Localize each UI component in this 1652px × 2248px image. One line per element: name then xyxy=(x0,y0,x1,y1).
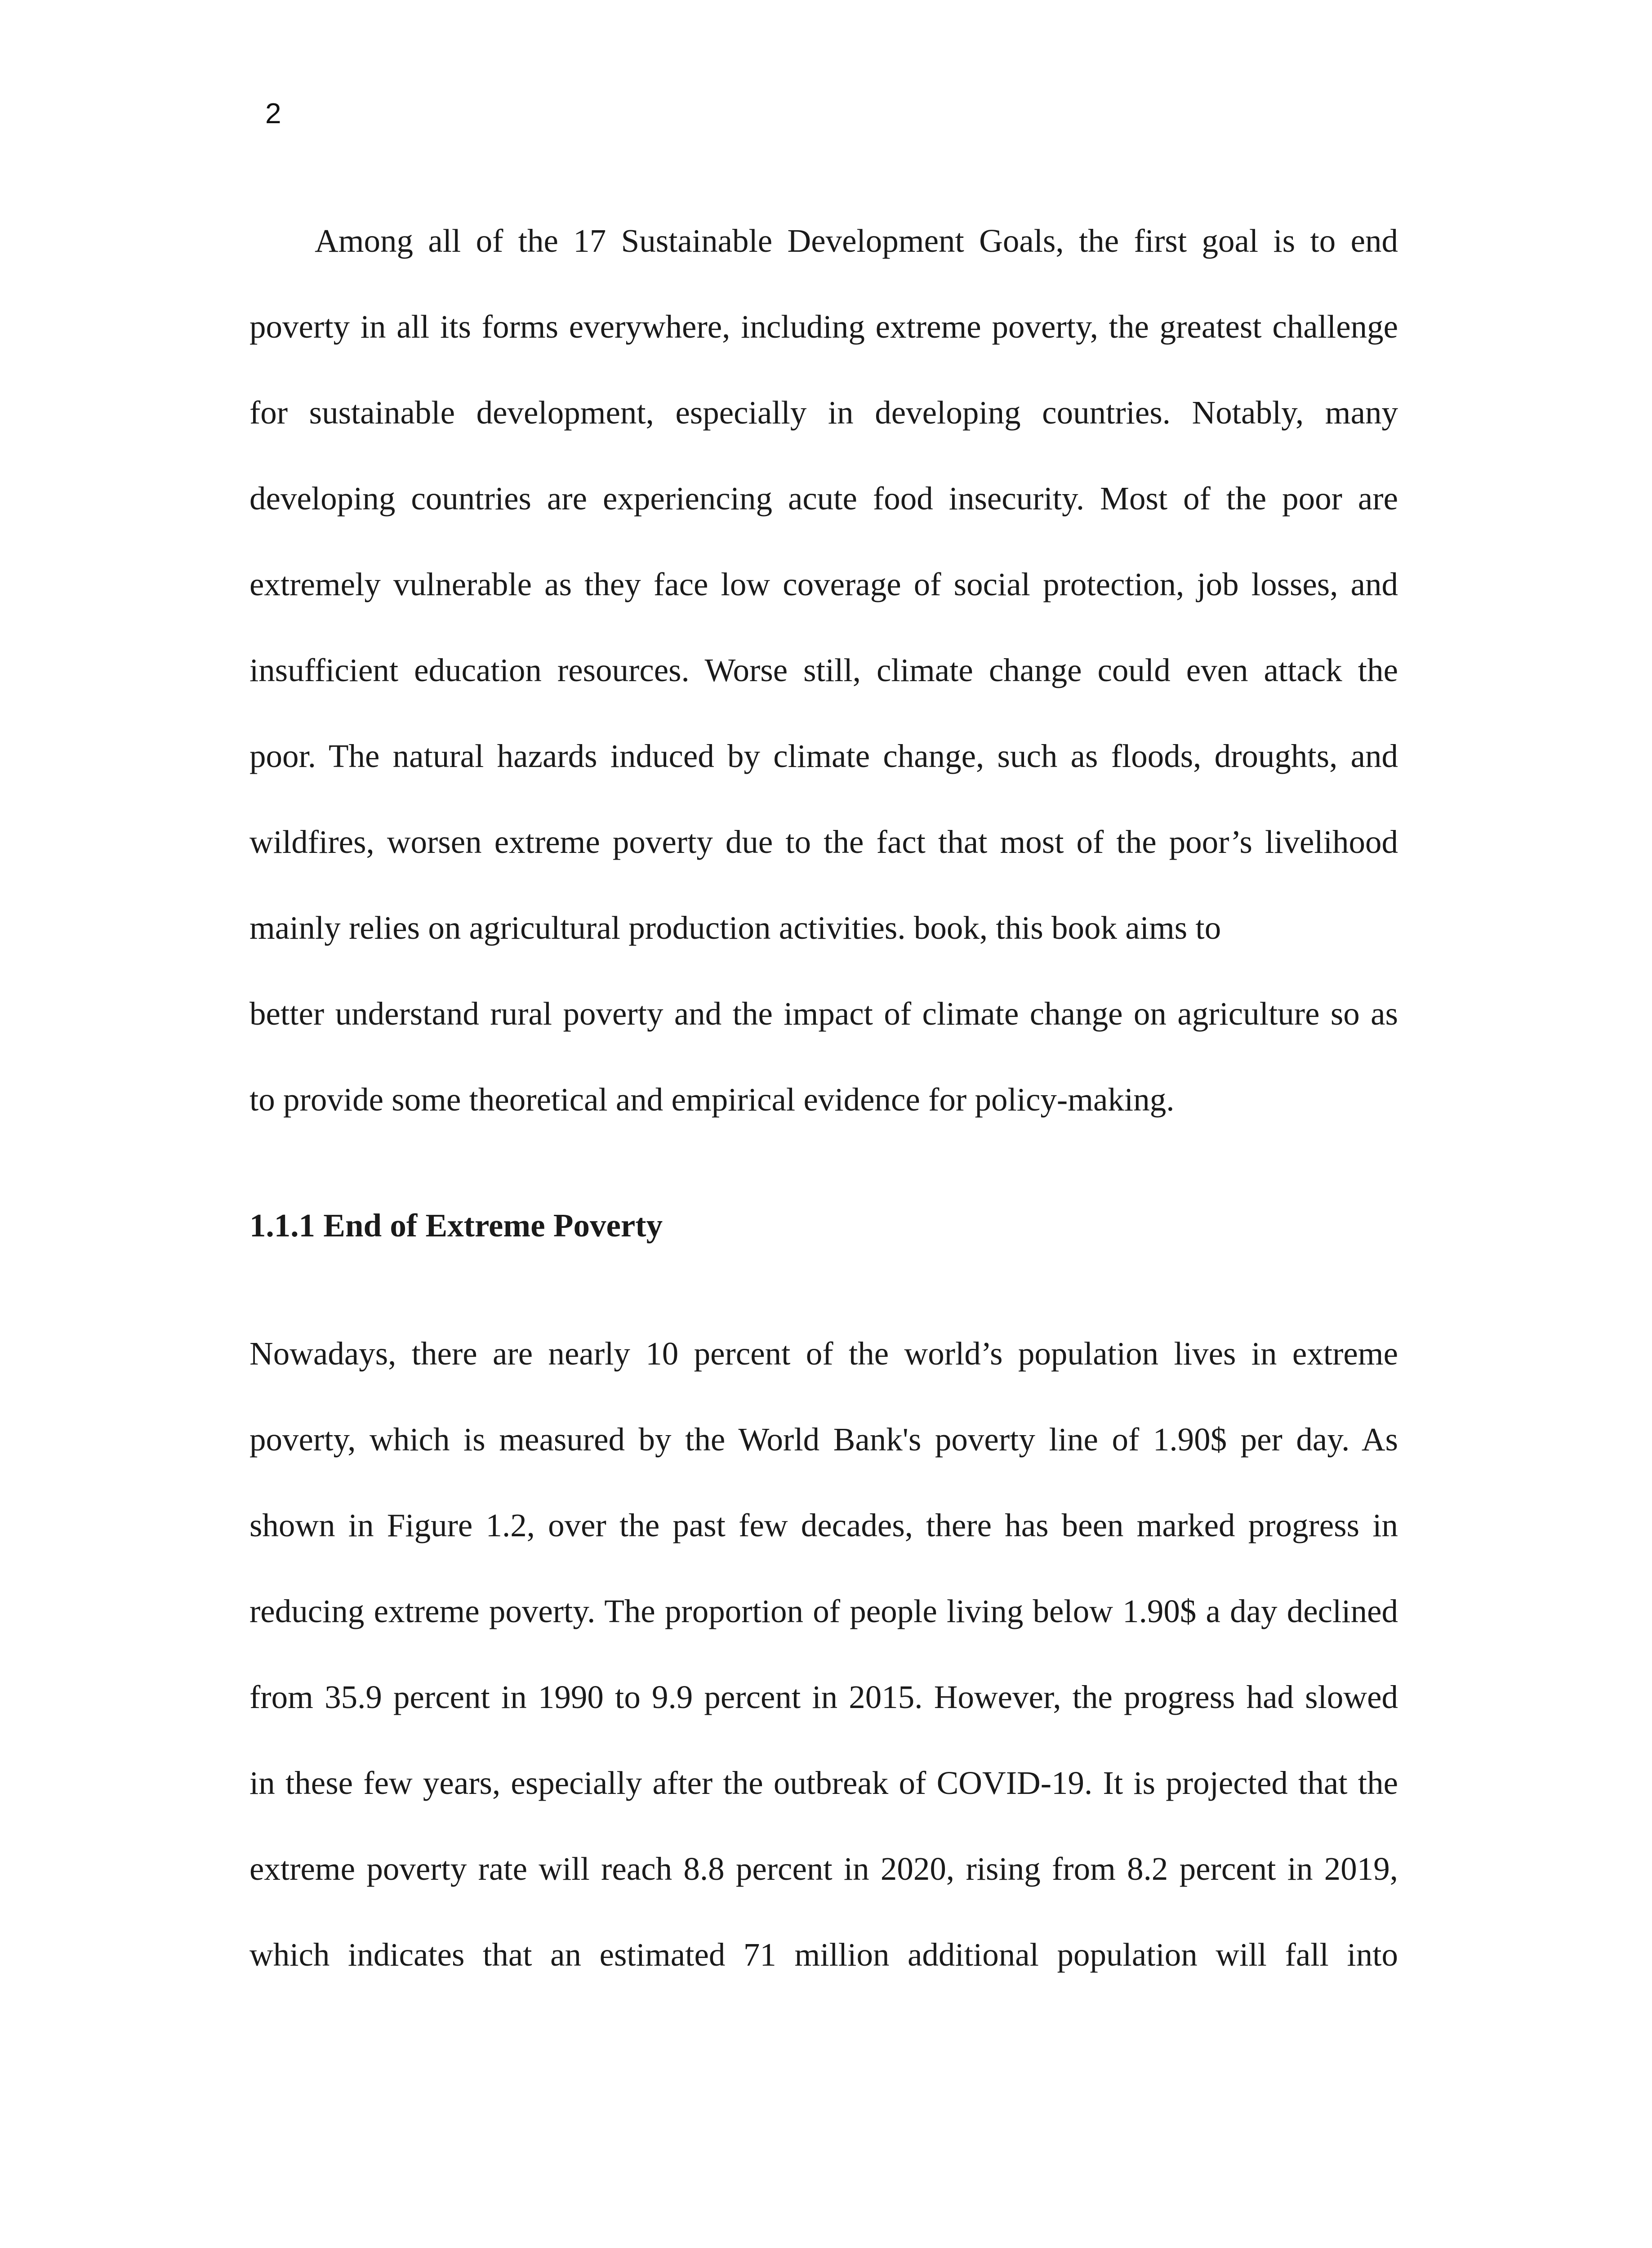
paragraph-line: mainly relies on agricultural production activities. book, this book aims to xyxy=(249,910,1221,946)
paragraph-line: for sustainable development, especially in developing countries. Notably, many xyxy=(249,394,1398,431)
paragraph-line: poverty in all its forms everywhere, including extreme poverty, the greatest challenge xyxy=(249,308,1398,345)
paragraph-line: insufficient education resources. Worse still, climate change could even attack the xyxy=(249,652,1398,688)
paragraph-line: wildfires, worsen extreme poverty due to the fact that most of the poor’s livelihood xyxy=(249,824,1398,860)
paragraph-line: from 35.9 percent in 1990 to 9.9 percent in 2015. However, the progress had slowed xyxy=(249,1679,1398,1715)
paragraph-line: reducing extreme poverty. The proportion of people living below 1.90$ a day declined xyxy=(249,1593,1398,1629)
paragraph-line: poverty, which is measured by the World Bank's poverty line of 1.90$ per day. As xyxy=(249,1421,1398,1458)
paragraph-line: poor. The natural hazards induced by climate change, such as floods, droughts, and xyxy=(249,738,1398,774)
paragraph-line: in these few years, especially after the outbreak of COVID-19. It is projected that the xyxy=(249,1765,1398,1801)
page-number-top: 2 xyxy=(265,97,281,129)
paragraph-line: which indicates that an estimated 71 million additional population will fall into xyxy=(249,1936,1398,1973)
paragraph-intro xyxy=(249,198,1398,1142)
paragraph-line: shown in Figure 1.2, over the past few decades, there has been marked progress in xyxy=(249,1507,1398,1543)
paragraph-extreme-poverty xyxy=(249,1311,1398,1998)
section-heading: 1.1.1 End of Extreme Poverty xyxy=(249,1207,663,1244)
paragraph-line: Among all of the 17 Sustainable Development Goals, the first goal is to end xyxy=(315,223,1398,259)
paragraph-line: developing countries are experiencing acute food insecurity. Most of the poor are xyxy=(249,480,1398,517)
paragraph-line: extreme poverty rate will reach 8.8 percent in 2020, rising from 8.2 percent in 2019, xyxy=(249,1851,1398,1887)
paragraph-line: better understand rural poverty and the impact of climate change on agriculture so as xyxy=(249,995,1398,1032)
paragraph-line: extremely vulnerable as they face low coverage of social protection, job losses, and xyxy=(249,566,1398,602)
paragraph-line: to provide some theoretical and empirical evidence for policy-making. xyxy=(249,1081,1175,1118)
paragraph-line: Nowadays, there are nearly 10 percent of the world’s population lives in extreme xyxy=(249,1335,1398,1372)
